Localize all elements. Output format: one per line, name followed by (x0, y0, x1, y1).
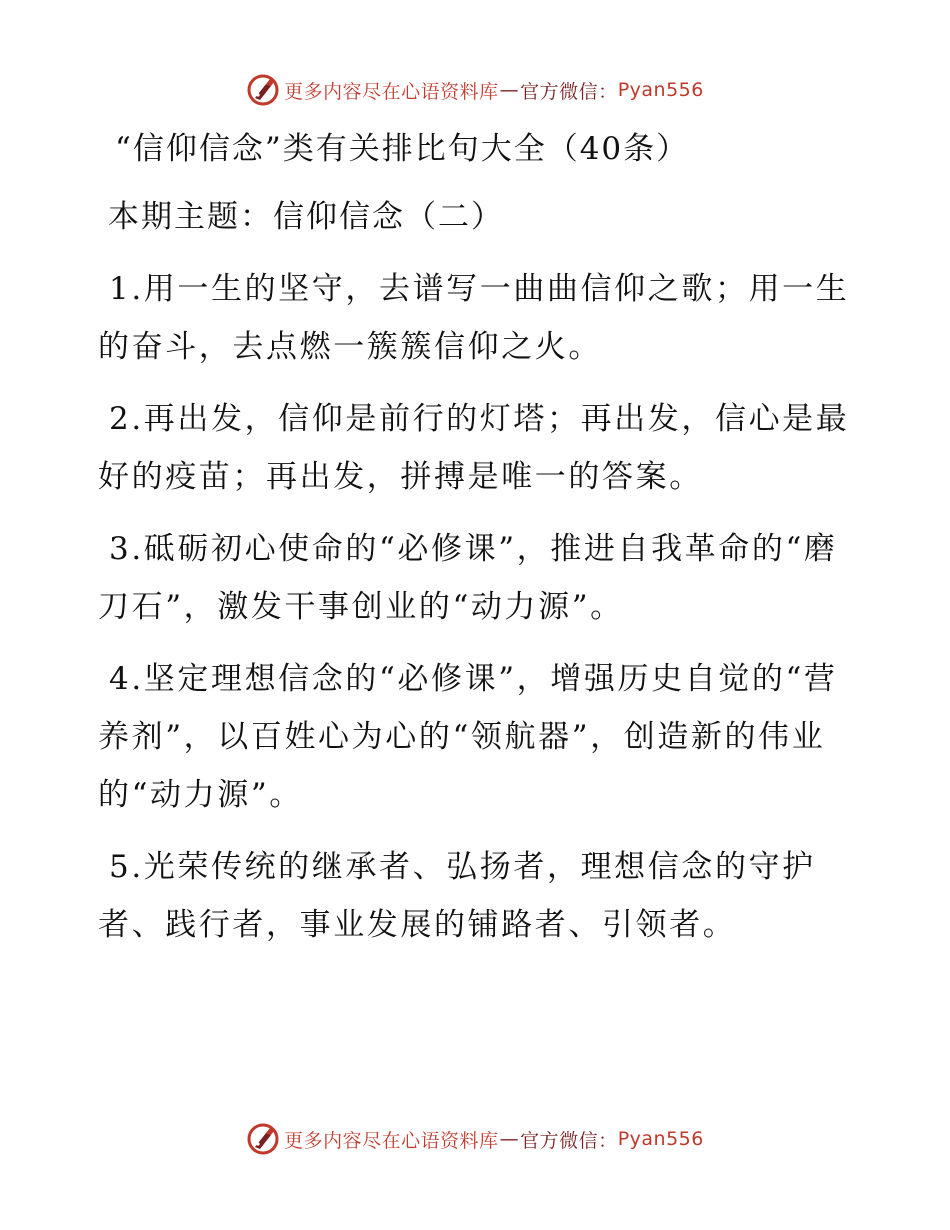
document-subtitle: 本期主题：信仰信念（二） (108, 199, 504, 235)
banner-separator: — (499, 79, 520, 101)
banner-separator: — (499, 1128, 520, 1150)
banner-site-text: 更多内容尽在心语资料库 (284, 80, 499, 103)
list-item: 1.用一生的坚守，去谱写一曲曲信仰之歌；用一生的奋斗，去点燃一簇簇信仰之火。 (98, 271, 850, 365)
document-body (98, 120, 858, 968)
banner-site-text: 更多内容尽在心语资料库 (284, 1129, 499, 1152)
list-item: 2.再出发，信仰是前行的灯塔；再出发，信心是最好的疫苗；再出发，拼搏是唯一的答案。 (98, 401, 850, 495)
document-title: “信仰信念”类有关排比句大全（40条） (115, 131, 690, 167)
banner-wechat-id: Pyan556 (617, 79, 704, 101)
list-item: 4.坚定理想信念的“必修课”，增强历史自觉的“营养剂”，以百姓心为心的“领航器”，创造新的伟业的“动力源”。 (98, 661, 838, 813)
header-watermark-banner (0, 70, 950, 110)
pen-nib-logo-icon (246, 73, 280, 107)
pen-nib-logo-icon (246, 1122, 280, 1156)
banner-wechat-id: Pyan556 (617, 1128, 704, 1150)
banner-wechat-label: 官方微信： (520, 80, 618, 103)
banner-wechat-label: 官方微信： (520, 1129, 618, 1152)
footer-watermark-banner (0, 1119, 950, 1159)
list-item: 5.光荣传统的继承者、弘扬者，理想信念的守护者、践行者，事业发展的铺路者、引领者。 (98, 849, 816, 943)
list-item: 3.砥砺初心使命的“必修课”，推进自我革命的“磨刀石”，激发干事创业的“动力源”。 (98, 531, 838, 625)
